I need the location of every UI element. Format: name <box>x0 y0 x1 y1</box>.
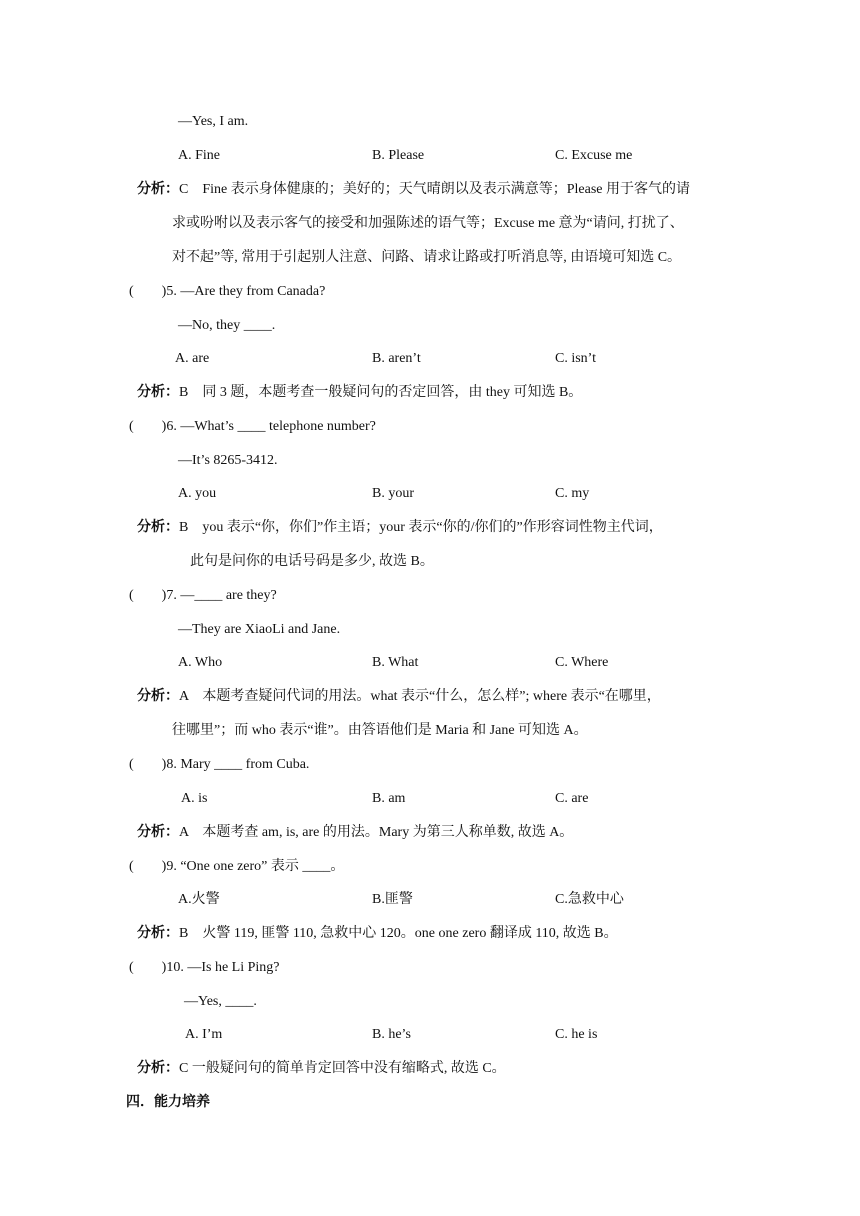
answer-paren: ( ) <box>129 588 167 603</box>
q8-option-a: A. is <box>181 791 208 806</box>
q6-analysis <box>137 519 663 537</box>
q4-option-a: A. Fine <box>178 148 220 163</box>
analysis-text: B 火警 119, 匪警 110, 急救中心 120。one one zero 翻译成 110, 故选 B。 <box>179 926 618 941</box>
analysis-label: 分析： <box>137 926 179 941</box>
q4-option-c: C. Excuse me <box>555 148 633 163</box>
analysis-text: B you 表示“你，你们”作主语；your 表示“你的/你们的”作形容词性物主代词， <box>179 520 663 535</box>
q5-analysis <box>137 384 582 402</box>
analysis-text: A 本题考查疑问代词的用法。what 表示“什么，怎么样”; where 表示“在哪里， <box>179 689 661 704</box>
question-text: 10. —Is he Li Ping? <box>166 960 280 975</box>
q10-option-a: A. I’m <box>185 1027 223 1042</box>
question-text: 9. “One one zero” 表示 ____。 <box>166 859 345 874</box>
q10-question <box>129 959 279 977</box>
q7-analysis <box>137 688 661 706</box>
section-heading: 四．能力培养 <box>126 1095 210 1110</box>
q5-question <box>129 283 325 301</box>
q7-option-c: C. Where <box>555 655 609 670</box>
question-text: 6. —What’s ____ telephone number? <box>166 419 376 434</box>
question-text: 8. Mary ____ from Cuba. <box>166 757 310 772</box>
question-text: 5. —Are they from Canada? <box>166 284 326 299</box>
q7-analysis-line-2: 往哪里”；而 who 表示“谁”。由答语他们是 Maria 和 Jane 可知选 A。 <box>172 723 588 738</box>
answer-paren: ( ) <box>129 419 167 434</box>
q4-analysis <box>137 181 690 199</box>
q10-option-c: C. he is <box>555 1027 598 1042</box>
q6-question <box>129 418 376 436</box>
analysis-text: C 一般疑问句的简单肯定回答中没有缩略式, 故选 C。 <box>179 1061 506 1076</box>
analysis-text: C Fine 表示身体健康的；美好的；天气晴朗以及表示满意等；Please 用于客气的请 <box>179 182 690 197</box>
analysis-text: B 同 3 题，本题考查一般疑问句的否定回答，由 they 可知选 B。 <box>179 385 583 400</box>
answer-paren: ( ) <box>129 284 167 299</box>
q6-answer-line: —It’s 8265-3412. <box>178 453 278 468</box>
analysis-label: 分析： <box>137 825 179 840</box>
q10-analysis <box>137 1060 506 1078</box>
q4-analysis-line-2: 求或吩咐以及表示客气的接受和加强陈述的语气等；Excuse me 意为“请问, 打扰了、 <box>172 216 684 231</box>
q8-analysis <box>137 824 573 842</box>
q4-answer-line: —Yes, I am. <box>178 114 249 129</box>
q9-question <box>129 858 344 876</box>
q10-answer-line: —Yes, ____. <box>184 994 257 1009</box>
q5-option-a: A. are <box>175 351 210 366</box>
q9-option-a: A.火警 <box>178 892 220 907</box>
analysis-label: 分析： <box>137 689 179 704</box>
analysis-label: 分析： <box>137 1061 179 1076</box>
answer-paren: ( ) <box>129 757 167 772</box>
q9-option-b: B.匪警 <box>372 892 413 907</box>
analysis-label: 分析： <box>137 520 179 535</box>
analysis-label: 分析： <box>137 182 179 197</box>
q6-option-c: C. my <box>555 486 590 501</box>
q6-option-a: A. you <box>178 486 217 501</box>
analysis-label: 分析： <box>137 385 179 400</box>
q7-answer-line: —They are XiaoLi and Jane. <box>178 622 341 637</box>
q9-analysis <box>137 925 618 943</box>
q7-option-b: B. What <box>372 655 419 670</box>
q5-option-b: B. aren’t <box>372 351 421 366</box>
q5-option-c: C. isn’t <box>555 351 596 366</box>
q4-analysis-line-3: 对不起”等, 常用于引起别人注意、问路、请求让路或打听消息等, 由语境可知选 C。 <box>172 250 682 265</box>
answer-paren: ( ) <box>129 960 167 975</box>
q7-option-a: A. Who <box>178 655 223 670</box>
q4-option-b: B. Please <box>372 148 425 163</box>
q9-option-c: C.急救中心 <box>555 892 624 907</box>
q6-analysis-line-2: 此句是问你的电话号码是多少, 故选 B。 <box>190 554 434 569</box>
answer-paren: ( ) <box>129 859 167 874</box>
q7-question <box>129 587 277 605</box>
q8-question <box>129 756 309 774</box>
q10-option-b: B. he’s <box>372 1027 411 1042</box>
q6-option-b: B. your <box>372 486 414 501</box>
q8-option-b: B. am <box>372 791 406 806</box>
analysis-text: A 本题考查 am, is, are 的用法。Mary 为第三人称单数, 故选 A。 <box>179 825 574 840</box>
question-text: 7. —____ are they? <box>166 588 277 603</box>
q5-answer-line: —No, they ____. <box>178 318 276 333</box>
q8-option-c: C. are <box>555 791 589 806</box>
